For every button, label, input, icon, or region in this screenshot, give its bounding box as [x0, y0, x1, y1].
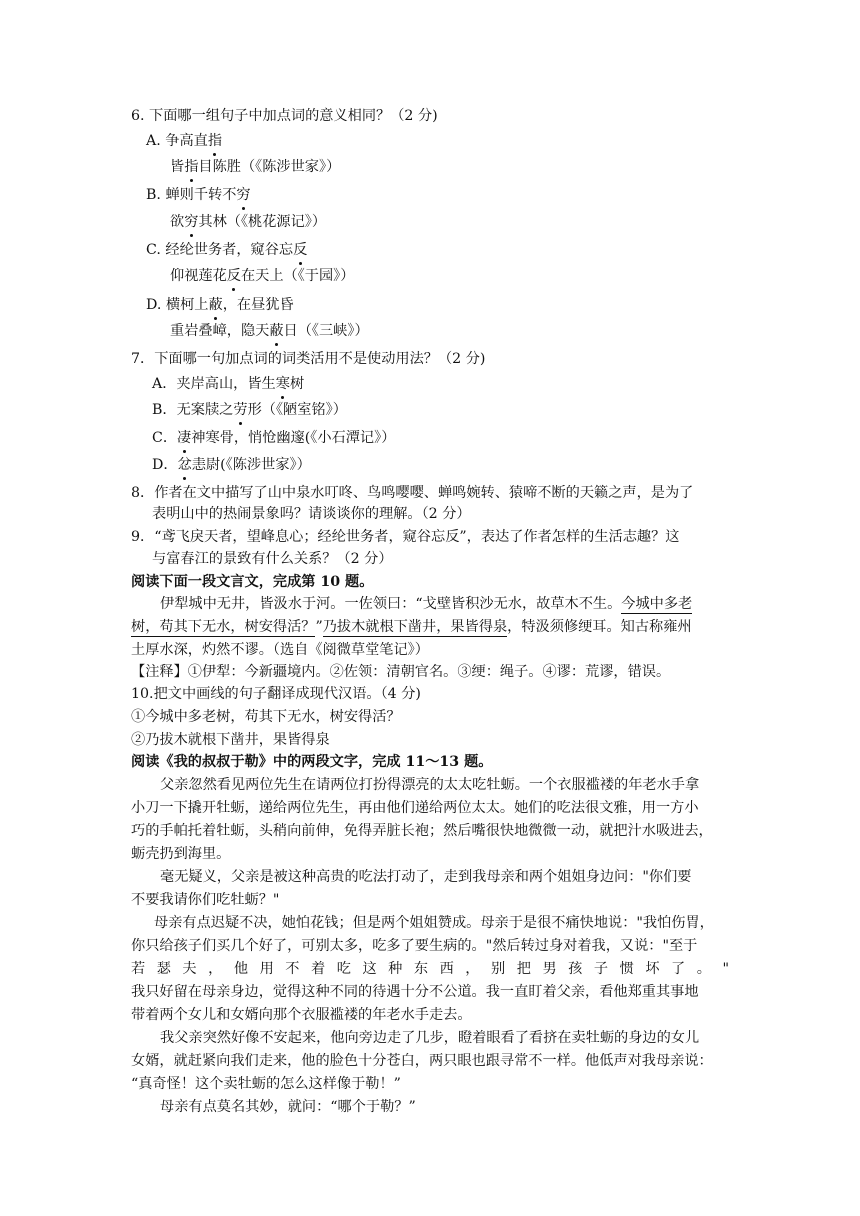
q6-option-c-line2: 仰视莲花反在天上（《于园》）: [170, 268, 355, 284]
q7-stem: 7．下面哪一句加点词的词类活用不是使动用法？（2 分): [131, 351, 486, 367]
q6-option-b-line2: 欲穷其林（《桃花源记》）: [170, 214, 327, 230]
reading1-para-line1: 伊犁城中无井，皆汲水于河。一佐领曰：“戈壁皆积沙无水，故草木不生。今城中多老: [160, 596, 693, 612]
passage-line: 若瑟夫，他用不着吃这种东西，别把男孩子惯坏了。": [131, 961, 729, 977]
q7-option-c: C．凄神寒骨，悄怆幽邃(《小石潭记》）: [152, 430, 396, 446]
reading1-note: 【注释】①伊犁：今新疆境内。②佐领：清朝官名。③绠：绳子。④谬：荒谬，错误。: [131, 664, 671, 680]
q6-option-a-line1: A. 争高直指: [146, 133, 223, 149]
passage-line: 毫无疑义，父亲是被这种高贵的吃法打动了，走到我母亲和两个姐姐身边问："你们要: [160, 869, 692, 885]
emphasis-word: 寒: [275, 376, 290, 392]
q6-option-d-line2: 重岩叠嶂，隐天蔽日（《三峡》）: [170, 323, 369, 339]
emphasis-word: 蔽: [269, 323, 284, 339]
q6-option-c-line1: C. 经纶世务者，窥谷忘反: [146, 242, 308, 258]
q6-stem: 6. 下面哪一组句子中加点词的意义相同？（2 分): [131, 108, 438, 124]
reading1-para-line3: 土厚水深，灼然不谬。（选自《阅微草堂笔记》）: [131, 642, 429, 658]
passage-line: “真奇怪！这个卖牡蛎的怎么这样像于勒！”: [131, 1076, 401, 1092]
passage-line: 母亲有点迟疑不决，她怕花钱；但是两个姐姐赞成。母亲于是很不痛快地说："我怕伤胃，: [154, 915, 714, 931]
q6-option-b-line1: B. 蝉则千转不穷: [146, 187, 251, 203]
emphasis-word: 忿: [177, 457, 192, 473]
passage-line: 小刀一下撬开牡蛎，递给两位先生，再由他们递给两位太太。她们的吃法很文雅，用一方小: [131, 800, 699, 816]
q10-item-1: ①今城中多老树，苟其下无水，树安得活？: [131, 709, 401, 725]
q6-option-a-line2: 皆指目陈胜（《陈涉世家》）: [170, 159, 341, 175]
passage-line: 女婿，就赶紧向我们走来，他的脸色十分苍白，两只眼也跟寻常不一样。他低声对我母亲说：: [131, 1053, 713, 1069]
underlined-sentence-1: 今城中多老: [621, 596, 693, 612]
emphasis-word: 蔽: [208, 297, 223, 313]
passage-line: 母亲有点莫名其妙，就问：“哪个于勒？”: [160, 1099, 416, 1115]
q7-option-d: D．忿恚尉(《陈涉世家》）: [152, 457, 311, 473]
q9-line2: 与富春江的景致有什么关系？（2 分）: [152, 551, 393, 567]
emphasis-word: 反: [293, 242, 308, 258]
q9-line1: 9．“鸢飞戾天者，望峰息心；经纶世务者，窥谷忘反”，表达了作者怎样的生活志趣？这: [131, 529, 680, 545]
reading1-para-line2: 树，苟其下无水，树安得活？”乃拔木就根下凿井，果皆得泉，特汲须修绠耳。知古称雍州: [131, 619, 692, 635]
passage-line: 我只好留在母亲身边，觉得这种不同的待遇十分不公道。我一直盯着父亲，看他郑重其事地: [131, 984, 699, 1000]
passage-line: 巧的手帕托着牡蛎，头稍向前伸，免得弄脏长袍；然后嘴很快地微微一动，就把汁水吸进去，: [131, 823, 713, 839]
emphasis-word: 劳: [233, 402, 248, 418]
reading1-heading: 阅读下面一段文言文，完成第 10 题。: [131, 574, 374, 590]
reading2-heading: 阅读《我的叔叔于勒》中的两段文字，完成 11～13 题。: [131, 754, 493, 770]
emphasis-word: 指: [207, 133, 223, 149]
q6-option-d-line1: D. 横柯上蔽，在昼犹昏: [146, 297, 294, 313]
passage-line: 不要我请你们吃牡蛎？": [131, 892, 280, 908]
emphasis-word: 凄: [177, 430, 192, 446]
q7-option-b: B．无案牍之劳形（《陋室铭》）: [152, 402, 347, 418]
passage-line: 蛎壳扔到海里。: [131, 846, 231, 862]
passage-line: 父亲忽然看见两位先生在请两位打扮得漂亮的太太吃牡蛎。一个衣服褴褛的年老水手拿: [160, 777, 700, 793]
passage-line: 你只给孩子们买几个好了，可别太多，吃多了要生病的。"然后转过身对着我，又说："至于: [131, 938, 698, 954]
emphasis-word: 指: [184, 159, 199, 175]
emphasis-word: 反: [226, 268, 241, 284]
passage-line: 带着两个女儿和女婿向那个衣服褴褛的年老水手走去。: [131, 1007, 472, 1023]
q10-stem: 10.把文中画线的句子翻译成现代汉语。（4 分): [131, 686, 421, 702]
emphasis-word: 穷: [184, 214, 199, 230]
emphasis-word: 穷: [236, 187, 251, 203]
q8-line1: 8．作者在文中描写了山中泉水叮咚、鸟鸣嘤嘤、蝉鸣婉转、猿啼不断的天籁之声，是为了: [131, 485, 694, 501]
underlined-sentence-1: 树，苟其下无水，树安得活？: [131, 619, 316, 635]
passage-line: 我父亲突然好像不安起来，他向旁边走了几步，瞪着眼看了看挤在卖牡蛎的身边的女儿: [160, 1030, 700, 1046]
underlined-sentence-2: 乃拔木就根下凿井，果皆得泉: [322, 619, 508, 635]
q10-item-2: ②乃拔木就根下凿井，果皆得泉: [131, 732, 330, 748]
q8-line2: 表明山中的热闹景象吗？请谈谈你的理解。（2 分）: [152, 506, 471, 522]
q7-option-a: A．夹岸高山，皆生寒树: [152, 376, 305, 392]
